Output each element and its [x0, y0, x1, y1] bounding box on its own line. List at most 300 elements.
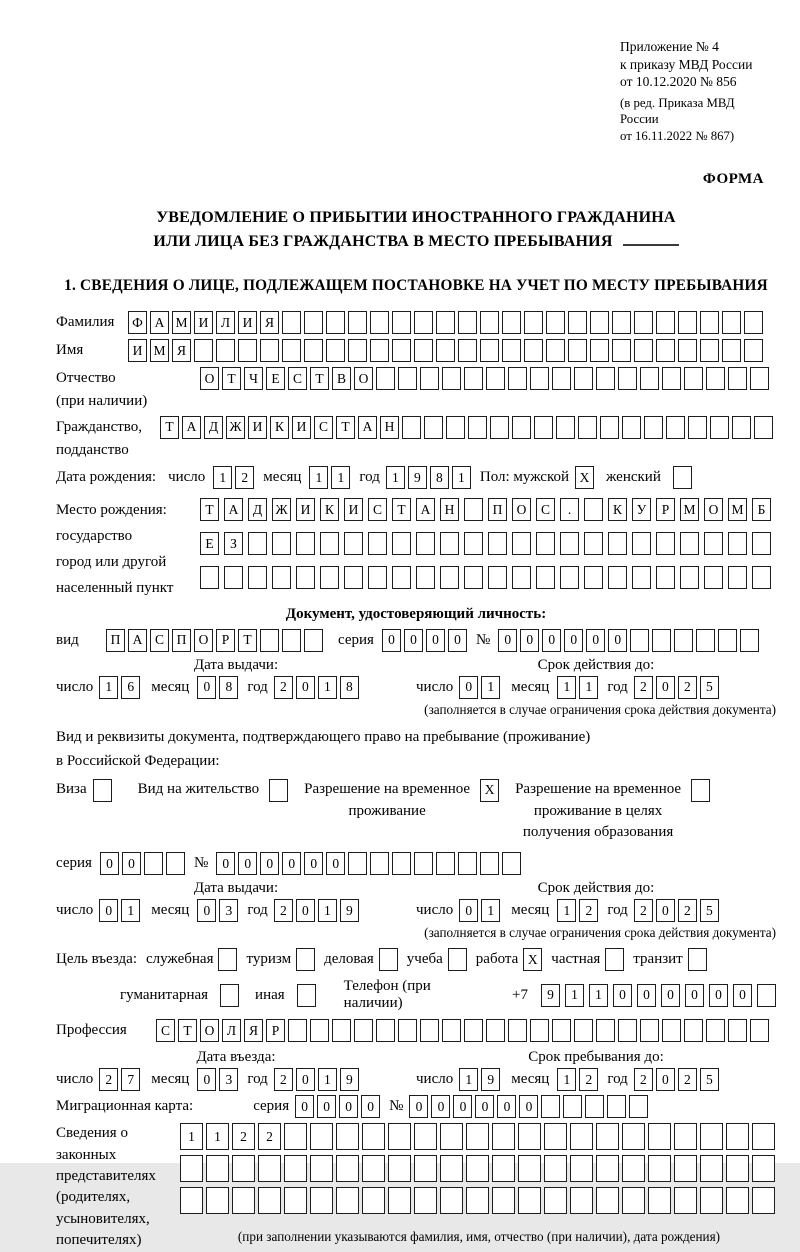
char-box[interactable] [388, 1187, 411, 1214]
char-box[interactable] [656, 339, 675, 362]
char-box[interactable] [512, 416, 531, 439]
char-box[interactable] [752, 532, 771, 555]
char-box[interactable]: И [248, 416, 267, 439]
char-box[interactable] [570, 1187, 593, 1214]
char-box[interactable] [706, 367, 725, 390]
char-box[interactable]: Б [752, 498, 771, 521]
char-box[interactable] [332, 1019, 351, 1042]
char-box[interactable]: 0 [409, 1095, 428, 1118]
char-box[interactable] [180, 1155, 203, 1182]
char-box[interactable]: 0 [260, 852, 279, 875]
char-box[interactable] [634, 339, 653, 362]
char-box[interactable]: И [238, 311, 257, 334]
char-box[interactable] [596, 1123, 619, 1150]
temp-residence-edu-checkbox[interactable] [691, 779, 710, 802]
char-box[interactable]: 1 [206, 1123, 229, 1150]
char-box[interactable] [622, 1123, 645, 1150]
char-box[interactable] [282, 629, 301, 652]
char-box[interactable] [696, 629, 715, 652]
char-box[interactable] [258, 1155, 281, 1182]
char-box[interactable]: 0 [613, 984, 632, 1007]
char-box[interactable]: Ж [272, 498, 291, 521]
char-box[interactable] [750, 367, 769, 390]
char-box[interactable] [536, 566, 555, 589]
char-box[interactable]: 0 [296, 676, 315, 699]
char-box[interactable]: 0 [100, 852, 119, 875]
char-box[interactable]: 1 [180, 1123, 203, 1150]
char-box[interactable]: 1 [386, 466, 405, 489]
char-box[interactable]: Я [244, 1019, 263, 1042]
char-box[interactable] [570, 1155, 593, 1182]
char-box[interactable] [546, 311, 565, 334]
char-box[interactable]: О [200, 367, 219, 390]
char-box[interactable] [608, 532, 627, 555]
char-box[interactable]: 0 [238, 852, 257, 875]
char-box[interactable]: 0 [448, 629, 467, 652]
char-box[interactable]: 0 [426, 629, 445, 652]
char-box[interactable] [320, 566, 339, 589]
char-box[interactable] [560, 532, 579, 555]
char-box[interactable]: 1 [309, 466, 328, 489]
char-box[interactable]: 1 [331, 466, 350, 489]
char-box[interactable] [368, 566, 387, 589]
char-box[interactable]: И [292, 416, 311, 439]
char-box[interactable] [284, 1155, 307, 1182]
char-box[interactable] [544, 1155, 567, 1182]
char-box[interactable]: Т [178, 1019, 197, 1042]
char-box[interactable]: С [288, 367, 307, 390]
char-box[interactable] [348, 339, 367, 362]
char-box[interactable] [541, 1095, 560, 1118]
char-box[interactable] [726, 1187, 749, 1214]
char-box[interactable]: 1 [318, 899, 337, 922]
char-box[interactable]: 0 [608, 629, 627, 652]
char-box[interactable]: О [704, 498, 723, 521]
char-box[interactable] [362, 1187, 385, 1214]
char-box[interactable]: К [608, 498, 627, 521]
char-box[interactable]: 2 [634, 1068, 653, 1091]
char-box[interactable] [480, 311, 499, 334]
char-box[interactable]: К [270, 416, 289, 439]
char-box[interactable] [458, 852, 477, 875]
char-box[interactable] [570, 1123, 593, 1150]
char-box[interactable]: 0 [197, 899, 216, 922]
char-box[interactable]: П [488, 498, 507, 521]
char-box[interactable] [722, 339, 741, 362]
char-box[interactable]: Т [222, 367, 241, 390]
char-box[interactable] [508, 367, 527, 390]
char-box[interactable]: 0 [656, 1068, 675, 1091]
char-box[interactable]: 2 [274, 676, 293, 699]
char-box[interactable] [480, 852, 499, 875]
char-box[interactable] [442, 367, 461, 390]
char-box[interactable] [704, 532, 723, 555]
char-box[interactable] [304, 629, 323, 652]
char-box[interactable]: 2 [579, 1068, 598, 1091]
char-box[interactable] [492, 1123, 515, 1150]
char-box[interactable]: 9 [481, 1068, 500, 1091]
char-box[interactable]: А [224, 498, 243, 521]
char-box[interactable] [622, 1155, 645, 1182]
char-box[interactable]: М [728, 498, 747, 521]
char-box[interactable] [370, 339, 389, 362]
char-box[interactable]: . [560, 498, 579, 521]
char-box[interactable] [662, 1019, 681, 1042]
char-box[interactable] [752, 1187, 775, 1214]
char-box[interactable] [388, 1155, 411, 1182]
char-box[interactable]: 2 [678, 899, 697, 922]
char-box[interactable] [710, 416, 729, 439]
char-box[interactable] [272, 532, 291, 555]
char-box[interactable] [674, 1155, 697, 1182]
char-box[interactable] [354, 1019, 373, 1042]
char-box[interactable] [678, 311, 697, 334]
char-box[interactable]: М [150, 339, 169, 362]
char-box[interactable] [632, 532, 651, 555]
char-box[interactable] [326, 339, 345, 362]
char-box[interactable] [518, 1187, 541, 1214]
char-box[interactable] [370, 852, 389, 875]
char-box[interactable] [464, 532, 483, 555]
char-box[interactable] [674, 1187, 697, 1214]
char-box[interactable]: 0 [709, 984, 728, 1007]
char-box[interactable]: О [512, 498, 531, 521]
char-box[interactable] [596, 1019, 615, 1042]
char-box[interactable] [700, 1155, 723, 1182]
char-box[interactable] [368, 532, 387, 555]
char-box[interactable] [524, 311, 543, 334]
char-box[interactable]: Д [204, 416, 223, 439]
purpose-official-checkbox[interactable] [218, 948, 237, 971]
char-box[interactable] [728, 566, 747, 589]
temp-residence-checkbox[interactable]: X [480, 779, 499, 802]
char-box[interactable]: 8 [340, 676, 359, 699]
char-box[interactable]: 2 [258, 1123, 281, 1150]
char-box[interactable]: 0 [453, 1095, 472, 1118]
char-box[interactable] [446, 416, 465, 439]
char-box[interactable] [674, 629, 693, 652]
char-box[interactable] [607, 1095, 626, 1118]
char-box[interactable]: О [354, 367, 373, 390]
char-box[interactable]: М [680, 498, 699, 521]
char-box[interactable]: О [194, 629, 213, 652]
char-box[interactable] [634, 311, 653, 334]
char-box[interactable] [416, 532, 435, 555]
char-box[interactable] [700, 339, 719, 362]
char-box[interactable] [420, 367, 439, 390]
char-box[interactable]: С [368, 498, 387, 521]
char-box[interactable]: 0 [459, 676, 478, 699]
char-box[interactable] [656, 566, 675, 589]
char-box[interactable] [388, 1123, 411, 1150]
char-box[interactable]: 0 [197, 1068, 216, 1091]
char-box[interactable]: 0 [122, 852, 141, 875]
char-box[interactable] [728, 367, 747, 390]
char-box[interactable] [362, 1123, 385, 1150]
char-box[interactable] [704, 566, 723, 589]
char-box[interactable] [536, 532, 555, 555]
char-box[interactable] [296, 566, 315, 589]
char-box[interactable] [336, 1155, 359, 1182]
purpose-humanitarian-checkbox[interactable] [220, 984, 239, 1007]
char-box[interactable] [248, 566, 267, 589]
char-box[interactable]: 2 [99, 1068, 118, 1091]
char-box[interactable]: 1 [589, 984, 608, 1007]
char-box[interactable] [310, 1123, 333, 1150]
char-box[interactable]: 0 [304, 852, 323, 875]
char-box[interactable]: 0 [637, 984, 656, 1007]
char-box[interactable] [468, 416, 487, 439]
char-box[interactable] [752, 1155, 775, 1182]
char-box[interactable] [458, 339, 477, 362]
char-box[interactable] [440, 566, 459, 589]
char-box[interactable] [618, 367, 637, 390]
char-box[interactable]: П [172, 629, 191, 652]
char-box[interactable] [630, 629, 649, 652]
char-box[interactable]: 0 [382, 629, 401, 652]
char-box[interactable] [740, 629, 759, 652]
char-box[interactable]: 2 [274, 1068, 293, 1091]
char-box[interactable] [590, 311, 609, 334]
char-box[interactable] [544, 1123, 567, 1150]
char-box[interactable] [260, 629, 279, 652]
char-box[interactable]: 1 [565, 984, 584, 1007]
char-box[interactable] [512, 566, 531, 589]
char-box[interactable]: А [182, 416, 201, 439]
purpose-private-checkbox[interactable] [605, 948, 624, 971]
char-box[interactable] [596, 1187, 619, 1214]
char-box[interactable] [398, 367, 417, 390]
char-box[interactable] [440, 1155, 463, 1182]
char-box[interactable]: 0 [295, 1095, 314, 1118]
char-box[interactable] [752, 566, 771, 589]
char-box[interactable]: 2 [235, 466, 254, 489]
char-box[interactable]: С [156, 1019, 175, 1042]
char-box[interactable]: 2 [579, 899, 598, 922]
sex-male-checkbox[interactable]: X [575, 466, 594, 489]
char-box[interactable] [370, 311, 389, 334]
char-box[interactable]: 2 [678, 676, 697, 699]
char-box[interactable]: 0 [475, 1095, 494, 1118]
char-box[interactable] [492, 1187, 515, 1214]
char-box[interactable]: 2 [634, 676, 653, 699]
char-box[interactable]: Я [260, 311, 279, 334]
char-box[interactable]: 0 [656, 676, 675, 699]
char-box[interactable] [206, 1187, 229, 1214]
char-box[interactable]: Е [200, 532, 219, 555]
char-box[interactable] [718, 629, 737, 652]
sex-female-checkbox[interactable] [673, 466, 692, 489]
char-box[interactable] [402, 416, 421, 439]
char-box[interactable]: 0 [216, 852, 235, 875]
char-box[interactable] [440, 532, 459, 555]
char-box[interactable] [424, 416, 443, 439]
char-box[interactable]: 9 [340, 899, 359, 922]
char-box[interactable]: Ж [226, 416, 245, 439]
char-box[interactable]: Н [440, 498, 459, 521]
char-box[interactable]: Т [336, 416, 355, 439]
char-box[interactable] [552, 367, 571, 390]
char-box[interactable]: З [224, 532, 243, 555]
char-box[interactable] [596, 367, 615, 390]
char-box[interactable] [320, 532, 339, 555]
char-box[interactable] [304, 339, 323, 362]
purpose-business-checkbox[interactable] [379, 948, 398, 971]
char-box[interactable]: 9 [408, 466, 427, 489]
char-box[interactable] [648, 1155, 671, 1182]
char-box[interactable] [464, 1019, 483, 1042]
char-box[interactable] [568, 339, 587, 362]
char-box[interactable] [700, 311, 719, 334]
char-box[interactable] [436, 311, 455, 334]
char-box[interactable] [288, 1019, 307, 1042]
char-box[interactable] [726, 1123, 749, 1150]
char-box[interactable]: 0 [361, 1095, 380, 1118]
char-box[interactable] [524, 339, 543, 362]
char-box[interactable] [744, 339, 763, 362]
char-box[interactable] [750, 1019, 769, 1042]
purpose-tourism-checkbox[interactable] [296, 948, 315, 971]
char-box[interactable] [600, 416, 619, 439]
char-box[interactable] [416, 566, 435, 589]
char-box[interactable] [518, 1155, 541, 1182]
char-box[interactable]: 2 [678, 1068, 697, 1091]
char-box[interactable] [728, 1019, 747, 1042]
char-box[interactable]: Д [248, 498, 267, 521]
char-box[interactable] [502, 339, 521, 362]
char-box[interactable]: Ч [244, 367, 263, 390]
char-box[interactable] [440, 1187, 463, 1214]
char-box[interactable]: 0 [431, 1095, 450, 1118]
char-box[interactable] [420, 1019, 439, 1042]
char-box[interactable]: П [106, 629, 125, 652]
char-box[interactable] [656, 311, 675, 334]
char-box[interactable] [284, 1123, 307, 1150]
char-box[interactable] [662, 367, 681, 390]
purpose-work-checkbox[interactable]: X [523, 948, 542, 971]
char-box[interactable]: 0 [519, 1095, 538, 1118]
char-box[interactable] [466, 1155, 489, 1182]
char-box[interactable]: Р [266, 1019, 285, 1042]
char-box[interactable] [578, 416, 597, 439]
char-box[interactable]: Н [380, 416, 399, 439]
char-box[interactable] [488, 566, 507, 589]
char-box[interactable] [486, 1019, 505, 1042]
char-box[interactable]: 0 [586, 629, 605, 652]
char-box[interactable]: С [536, 498, 555, 521]
char-box[interactable] [757, 984, 776, 1007]
char-box[interactable] [414, 1123, 437, 1150]
char-box[interactable] [530, 367, 549, 390]
char-box[interactable]: 0 [497, 1095, 516, 1118]
char-box[interactable]: И [128, 339, 147, 362]
char-box[interactable] [392, 311, 411, 334]
char-box[interactable] [612, 339, 631, 362]
char-box[interactable]: Т [310, 367, 329, 390]
char-box[interactable] [398, 1019, 417, 1042]
char-box[interactable]: 0 [685, 984, 704, 1007]
char-box[interactable] [464, 566, 483, 589]
char-box[interactable]: 0 [733, 984, 752, 1007]
char-box[interactable] [680, 566, 699, 589]
char-box[interactable] [304, 311, 323, 334]
char-box[interactable]: 0 [564, 629, 583, 652]
char-box[interactable]: 1 [557, 899, 576, 922]
char-box[interactable] [282, 339, 301, 362]
char-box[interactable]: Е [266, 367, 285, 390]
char-box[interactable] [414, 852, 433, 875]
char-box[interactable]: 1 [99, 676, 118, 699]
char-box[interactable]: Л [222, 1019, 241, 1042]
char-box[interactable]: Р [216, 629, 235, 652]
char-box[interactable] [232, 1187, 255, 1214]
char-box[interactable] [238, 339, 257, 362]
char-box[interactable] [648, 1187, 671, 1214]
char-box[interactable] [502, 852, 521, 875]
char-box[interactable] [608, 566, 627, 589]
char-box[interactable] [744, 311, 763, 334]
char-box[interactable]: 3 [219, 899, 238, 922]
char-box[interactable] [216, 339, 235, 362]
char-box[interactable] [684, 1019, 703, 1042]
char-box[interactable] [584, 566, 603, 589]
char-box[interactable] [688, 416, 707, 439]
char-box[interactable] [310, 1019, 329, 1042]
char-box[interactable]: С [314, 416, 333, 439]
char-box[interactable] [574, 1019, 593, 1042]
char-box[interactable]: 0 [404, 629, 423, 652]
char-box[interactable] [596, 1155, 619, 1182]
char-box[interactable] [466, 1187, 489, 1214]
char-box[interactable] [464, 498, 483, 521]
char-box[interactable]: 0 [498, 629, 517, 652]
char-box[interactable]: С [150, 629, 169, 652]
char-box[interactable]: 1 [579, 676, 598, 699]
char-box[interactable] [414, 339, 433, 362]
char-box[interactable] [392, 532, 411, 555]
char-box[interactable] [700, 1123, 723, 1150]
char-box[interactable]: Т [238, 629, 257, 652]
char-box[interactable] [508, 1019, 527, 1042]
char-box[interactable] [534, 416, 553, 439]
char-box[interactable] [700, 1187, 723, 1214]
char-box[interactable]: 0 [296, 1068, 315, 1091]
char-box[interactable]: 3 [219, 1068, 238, 1091]
char-box[interactable] [248, 532, 267, 555]
char-box[interactable] [512, 532, 531, 555]
char-box[interactable] [574, 367, 593, 390]
char-box[interactable]: 1 [121, 899, 140, 922]
char-box[interactable]: 5 [700, 899, 719, 922]
char-box[interactable] [590, 339, 609, 362]
char-box[interactable] [376, 1019, 395, 1042]
char-box[interactable]: 5 [700, 1068, 719, 1091]
char-box[interactable]: 9 [340, 1068, 359, 1091]
char-box[interactable]: 1 [481, 676, 500, 699]
char-box[interactable] [530, 1019, 549, 1042]
char-box[interactable] [480, 339, 499, 362]
char-box[interactable] [200, 566, 219, 589]
char-box[interactable]: 0 [282, 852, 301, 875]
char-box[interactable] [180, 1187, 203, 1214]
char-box[interactable]: 1 [452, 466, 471, 489]
char-box[interactable] [414, 1155, 437, 1182]
char-box[interactable]: 0 [296, 899, 315, 922]
char-box[interactable] [206, 1155, 229, 1182]
char-box[interactable]: И [296, 498, 315, 521]
purpose-other-checkbox[interactable] [297, 984, 316, 1007]
char-box[interactable]: 9 [541, 984, 560, 1007]
